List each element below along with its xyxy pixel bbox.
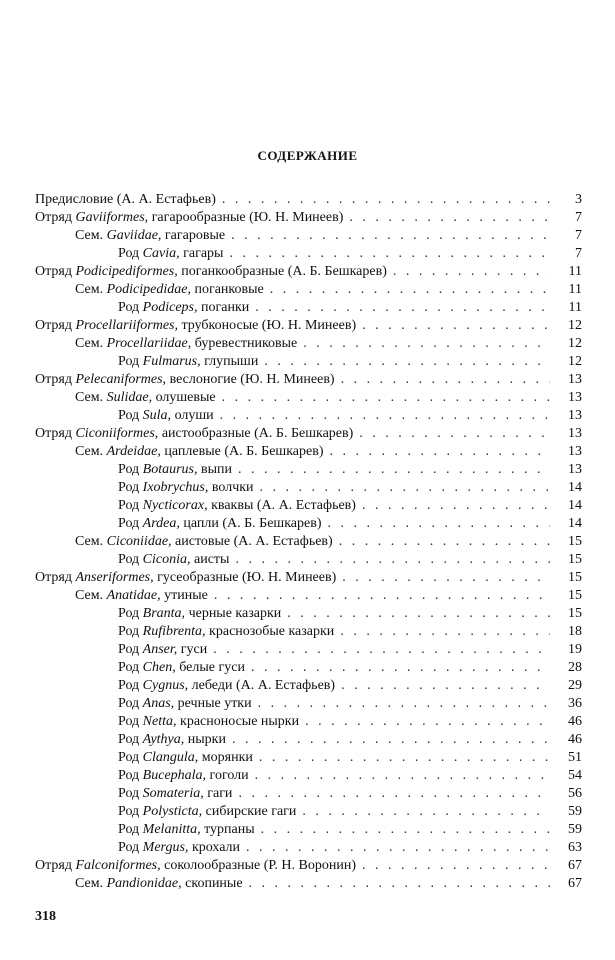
dot-leader (214, 587, 550, 605)
toc-entry-page: 59 (568, 804, 582, 819)
entry-russian-name: буревестниковые (191, 336, 298, 351)
toc-entry-label (118, 605, 281, 623)
toc-entry-page: 46 (568, 714, 582, 729)
toc-entry-page: 46 (568, 732, 582, 747)
toc-entry (35, 731, 582, 749)
page-number: 318 (35, 909, 56, 924)
entry-latin-name: Sulidae, (106, 390, 153, 405)
entry-prefix: Род (118, 408, 143, 423)
dot-leader (340, 623, 550, 641)
toc-entry (35, 533, 582, 551)
toc-entry (35, 767, 582, 785)
toc-entry (35, 713, 582, 731)
entry-russian-name: волчки (208, 480, 254, 495)
entry-latin-name: Nycticorax, (142, 498, 208, 513)
toc-entry-label (118, 821, 255, 839)
entry-russian-name: поганкообразные (А. Б. Бешкарев) (177, 264, 387, 279)
toc-entry-label (118, 353, 258, 371)
entry-russian-name: лебеди (А. А. Естафьев) (188, 678, 336, 693)
entry-russian-name: гагарообразные (Ю. Н. Минеев) (148, 210, 344, 225)
dot-leader (339, 533, 550, 551)
entry-latin-name: Pelecaniformes, (75, 372, 167, 387)
toc-entry (35, 497, 582, 515)
toc-entry-label (118, 749, 253, 767)
toc-entry (35, 407, 582, 425)
entry-latin-name: Ixobrychus, (142, 480, 209, 495)
entry-prefix: Род (118, 642, 143, 657)
toc-entry (35, 587, 582, 605)
dot-leader (259, 749, 550, 767)
dot-leader (229, 245, 550, 263)
dot-leader (341, 371, 550, 389)
toc-entry (35, 209, 582, 227)
entry-russian-name: нырки (184, 732, 226, 747)
entry-russian-name: черные казарки (185, 606, 282, 621)
toc-entry-page: 14 (568, 516, 582, 531)
entry-prefix: Отряд (35, 426, 76, 441)
entry-prefix: Сем. (75, 444, 107, 459)
toc-entry-page: 13 (568, 426, 582, 441)
entry-prefix: Сем. (75, 228, 107, 243)
entry-russian-name: гагары (179, 246, 224, 261)
toc-entry-label (118, 695, 252, 713)
toc-entry-label (35, 191, 216, 209)
toc-entry (35, 641, 582, 659)
dot-leader (305, 713, 550, 731)
toc-entry (35, 245, 582, 263)
table-of-contents (35, 191, 582, 893)
toc-entry-page: 59 (568, 822, 582, 837)
entry-prefix: Отряд (35, 858, 76, 873)
toc-entry-page: 15 (568, 588, 582, 603)
entry-prefix: Род (118, 498, 143, 513)
entry-latin-name: Rufibrenta, (142, 624, 206, 639)
entry-prefix: Род (118, 354, 143, 369)
entry-russian-name: соколообразные (Р. Н. Воронин) (160, 858, 356, 873)
entry-russian-name: цапли (А. Б. Бешкарев) (179, 516, 322, 531)
entry-latin-name: Anas, (142, 696, 175, 711)
toc-entry-page: 28 (568, 660, 582, 675)
entry-russian-name: морянки (198, 750, 253, 765)
entry-prefix: Отряд (35, 210, 76, 225)
entry-latin-name: Aythya, (142, 732, 185, 747)
toc-entry (35, 659, 582, 677)
toc-entry (35, 353, 582, 371)
dot-leader (362, 497, 550, 515)
toc-entry (35, 515, 582, 533)
entry-latin-name: Anseriformes, (75, 570, 154, 585)
toc-entry (35, 623, 582, 641)
toc-entry-page: 12 (568, 336, 582, 351)
entry-russian-name: веслоногие (Ю. Н. Минеев) (166, 372, 335, 387)
entry-latin-name: Podicipedidae, (106, 282, 191, 297)
toc-entry (35, 839, 582, 857)
dot-leader (255, 767, 550, 785)
toc-entry-label (118, 479, 254, 497)
toc-entry-page: 67 (568, 876, 582, 891)
toc-entry-page: 63 (568, 840, 582, 855)
toc-entry-page: 54 (568, 768, 582, 783)
entry-latin-name: Cavia, (142, 246, 180, 261)
toc-entry (35, 695, 582, 713)
entry-russian-name: поганковые (190, 282, 264, 297)
dot-leader (349, 209, 550, 227)
dot-leader (359, 425, 550, 443)
entry-latin-name: Somateria, (142, 786, 204, 801)
toc-entry-label (75, 335, 297, 353)
toc-entry-label (118, 299, 249, 317)
toc-entry-page: 15 (568, 570, 582, 585)
toc-entry-label (35, 371, 335, 389)
dot-leader (231, 227, 550, 245)
dot-leader (302, 803, 550, 821)
dot-leader (393, 263, 550, 281)
toc-entry (35, 857, 582, 875)
entry-prefix: Сем. (75, 390, 107, 405)
toc-entry-page: 19 (568, 642, 582, 657)
toc-entry (35, 569, 582, 587)
toc-entry-label (75, 443, 324, 461)
entry-latin-name: Podicipediformes, (75, 264, 178, 279)
entry-latin-name: Falconiformes, (75, 858, 161, 873)
toc-entry-page: 67 (568, 858, 582, 873)
dot-leader (341, 677, 550, 695)
dot-leader (251, 659, 550, 677)
dot-leader (213, 641, 550, 659)
toc-entry-label (118, 245, 223, 263)
toc-entry-label (75, 533, 333, 551)
entry-latin-name: Ardeidae, (106, 444, 161, 459)
toc-entry (35, 389, 582, 407)
entry-prefix: Род (118, 246, 143, 261)
toc-entry-label (118, 659, 245, 677)
toc-entry-page: 11 (568, 264, 582, 279)
toc-entry-page: 11 (568, 282, 582, 297)
entry-prefix: Род (118, 840, 143, 855)
entry-prefix: Сем. (75, 588, 107, 603)
toc-entry-label (35, 263, 387, 281)
entry-latin-name: Netta, (142, 714, 177, 729)
entry-russian-name: глупыши (200, 354, 259, 369)
entry-latin-name: Anatidae, (106, 588, 161, 603)
entry-russian-name: гаги (203, 786, 233, 801)
entry-latin-name: Ciconiidae, (106, 534, 172, 549)
entry-latin-name: Procellariiformes, (75, 318, 178, 333)
entry-russian-name: гусеобразные (Ю. Н. Минеев) (153, 570, 337, 585)
dot-leader (303, 335, 550, 353)
toc-entry-page: 12 (568, 354, 582, 369)
entry-latin-name: Mergus, (142, 840, 189, 855)
toc-entry-page: 14 (568, 480, 582, 495)
toc-entry (35, 821, 582, 839)
toc-entry (35, 227, 582, 245)
toc-entry (35, 425, 582, 443)
toc-entry (35, 371, 582, 389)
entry-prefix: Род (118, 714, 143, 729)
entry-latin-name: Polysticta, (142, 804, 203, 819)
dot-leader (362, 317, 550, 335)
entry-latin-name: Ciconia, (142, 552, 191, 567)
entry-prefix: Род (118, 678, 143, 693)
entry-latin-name: Gaviiformes, (75, 210, 149, 225)
page-title: СОДЕРЖАНИЕ (257, 148, 358, 163)
dot-leader (246, 839, 550, 857)
dot-leader (261, 821, 550, 839)
dot-leader (235, 551, 550, 569)
entry-latin-name: Procellariidae, (106, 336, 192, 351)
entry-latin-name: Sula, (142, 408, 172, 423)
entry-prefix: Род (118, 786, 143, 801)
toc-entry-page: 18 (568, 624, 582, 639)
entry-russian-name: крохали (188, 840, 241, 855)
toc-entry-label (75, 389, 216, 407)
entry-latin-name: Cygnus, (142, 678, 189, 693)
toc-entry-page: 13 (568, 372, 582, 387)
entry-prefix: Род (118, 552, 143, 567)
dot-leader (232, 731, 550, 749)
entry-russian-name: гуси (177, 642, 208, 657)
toc-entry-page: 7 (575, 228, 582, 243)
toc-entry-label (35, 209, 343, 227)
toc-entry-label (118, 767, 249, 785)
entry-russian-name: турпаны (200, 822, 255, 837)
toc-entry (35, 281, 582, 299)
dot-leader (362, 857, 550, 875)
entry-prefix: Род (118, 768, 143, 783)
entry-latin-name: Fulmarus, (142, 354, 201, 369)
entry-russian-name: речные утки (174, 696, 252, 711)
entry-latin-name: Gaviidae, (106, 228, 162, 243)
entry-russian-name: сибирские гаги (202, 804, 297, 819)
entry-prefix: Отряд (35, 570, 76, 585)
toc-entry-page: 56 (568, 786, 582, 801)
toc-entry-label (118, 839, 240, 857)
dot-leader (222, 389, 550, 407)
toc-entry (35, 335, 582, 353)
toc-entry-label (75, 875, 243, 893)
toc-entry-page: 13 (568, 444, 582, 459)
toc-entry-page: 15 (568, 552, 582, 567)
toc-entry-label (118, 407, 214, 425)
entry-prefix: Отряд (35, 264, 76, 279)
entry-prefix: Род (118, 696, 143, 711)
toc-entry-page: 3 (575, 192, 582, 207)
toc-entry-page: 15 (568, 534, 582, 549)
toc-entry-label (118, 677, 335, 695)
entry-prefix: Род (118, 624, 143, 639)
dot-leader (342, 569, 550, 587)
entry-prefix: Род (118, 660, 143, 675)
toc-entry-label (118, 731, 226, 749)
dot-leader (264, 353, 550, 371)
entry-prefix: Род (118, 606, 143, 621)
entry-latin-name: Clangula, (142, 750, 199, 765)
toc-entry-page: 12 (568, 318, 582, 333)
toc-entry-page: 29 (568, 678, 582, 693)
entry-prefix: Род (118, 750, 143, 765)
entry-russian-name: кваквы (А. А. Естафьев) (207, 498, 356, 513)
toc-entry-page: 14 (568, 498, 582, 513)
dot-leader (220, 407, 550, 425)
toc-entry-label (35, 317, 356, 335)
toc-entry-page: 7 (575, 246, 582, 261)
entry-latin-name: Branta, (142, 606, 186, 621)
toc-entry (35, 875, 582, 893)
dot-leader (330, 443, 551, 461)
entry-prefix: Сем. (75, 336, 107, 351)
toc-entry (35, 785, 582, 803)
toc-entry (35, 443, 582, 461)
dot-leader (249, 875, 550, 893)
entry-russian-name: аистовые (А. А. Естафьев) (171, 534, 333, 549)
toc-entry-label (75, 227, 225, 245)
toc-entry-page: 11 (568, 300, 582, 315)
entry-russian-name: олуши (171, 408, 214, 423)
entry-russian-name: аистообразные (А. Б. Бешкарев) (158, 426, 354, 441)
toc-entry (35, 605, 582, 623)
toc-entry-page: 15 (568, 606, 582, 621)
entry-prefix: Род (118, 480, 143, 495)
dot-leader (287, 605, 550, 623)
entry-russian-name: гоголи (206, 768, 249, 783)
dot-leader (238, 461, 550, 479)
toc-entry (35, 749, 582, 767)
toc-entry-page: 13 (568, 462, 582, 477)
entry-russian-name: краснозобые казарки (205, 624, 335, 639)
toc-entry (35, 551, 582, 569)
toc-entry-label (118, 785, 232, 803)
entry-prefix: Отряд (35, 318, 76, 333)
entry-russian-name: гагаровые (161, 228, 226, 243)
toc-entry (35, 479, 582, 497)
dot-leader (255, 299, 550, 317)
toc-entry-label (35, 425, 353, 443)
entry-prefix: Род (118, 822, 143, 837)
toc-entry-label (75, 281, 264, 299)
toc-entry-page: 7 (575, 210, 582, 225)
toc-entry-page: 36 (568, 696, 582, 711)
entry-latin-name: Pandionidae, (106, 876, 182, 891)
entry-latin-name: Chen, (142, 660, 176, 675)
entry-russian-name: утиные (160, 588, 208, 603)
toc-entry (35, 263, 582, 281)
toc-entry (35, 191, 582, 209)
entry-latin-name: Ciconiiformes, (75, 426, 159, 441)
toc-entry-label (75, 587, 208, 605)
dot-leader (260, 479, 550, 497)
entry-russian-name: трубконосые (Ю. Н. Минеев) (178, 318, 357, 333)
entry-latin-name: Bucephala, (142, 768, 207, 783)
entry-prefix: Род (118, 516, 143, 531)
toc-entry (35, 677, 582, 695)
dot-leader (222, 191, 550, 209)
toc-entry (35, 803, 582, 821)
toc-entry-label (118, 713, 299, 731)
dot-leader (270, 281, 550, 299)
entry-prefix: Отряд (35, 372, 76, 387)
entry-prefix: Сем. (75, 282, 107, 297)
toc-entry-label (118, 515, 322, 533)
entry-russian-name: цаплевые (А. Б. Бешкарев) (160, 444, 324, 459)
toc-entry-label (118, 461, 232, 479)
entry-prefix: Род (118, 732, 143, 747)
entry-latin-name: Melanitta, (142, 822, 201, 837)
dot-leader (328, 515, 550, 533)
toc-entry-label (35, 569, 336, 587)
toc-entry (35, 299, 582, 317)
entry-prefix: Сем. (75, 534, 107, 549)
entry-prefix: Предисловие (А. А. Естафьев) (35, 192, 216, 207)
dot-leader (258, 695, 550, 713)
entry-prefix: Сем. (75, 876, 107, 891)
entry-latin-name: Ardea, (142, 516, 180, 531)
toc-entry-page: 13 (568, 390, 582, 405)
entry-prefix: Род (118, 300, 143, 315)
toc-entry-page: 51 (568, 750, 582, 765)
toc-entry-label (118, 803, 296, 821)
entry-russian-name: выпи (197, 462, 233, 477)
entry-prefix: Род (118, 804, 143, 819)
entry-prefix: Род (118, 462, 143, 477)
entry-russian-name: белые гуси (175, 660, 245, 675)
entry-russian-name: красноносые нырки (176, 714, 300, 729)
toc-entry-label (118, 641, 207, 659)
toc-entry-label (118, 497, 356, 515)
entry-russian-name: олушевые (152, 390, 216, 405)
entry-latin-name: Anser, (142, 642, 178, 657)
dot-leader (238, 785, 550, 803)
entry-latin-name: Botaurus, (142, 462, 198, 477)
entry-russian-name: аисты (190, 552, 230, 567)
toc-entry-label (35, 857, 356, 875)
toc-entry-page: 13 (568, 408, 582, 423)
toc-entry (35, 461, 582, 479)
entry-russian-name: скопиные (181, 876, 243, 891)
toc-entry (35, 317, 582, 335)
entry-russian-name: поганки (197, 300, 250, 315)
entry-latin-name: Podiceps, (142, 300, 198, 315)
toc-entry-label (118, 551, 229, 569)
toc-entry-label (118, 623, 334, 641)
